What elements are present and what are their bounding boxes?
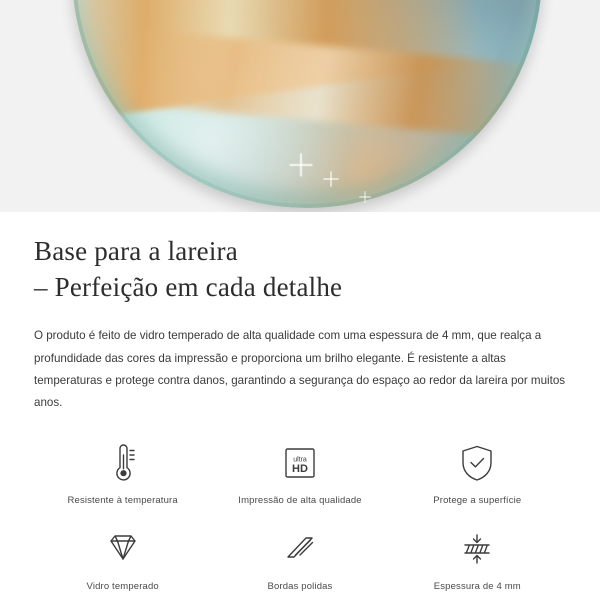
feature-item-surface-protection: [389, 436, 566, 507]
svg-text:HD: HD: [292, 463, 308, 476]
feature-label: Impressão de alta qualidade: [238, 495, 362, 507]
thickness-arrows-icon: [454, 526, 500, 572]
feature-item-print-quality: [211, 436, 388, 507]
shield-check-icon: [454, 440, 500, 486]
page-title: [34, 234, 566, 305]
diamond-icon: [100, 526, 146, 572]
glass-disc-edge: [72, 0, 542, 208]
feature-label: Vidro temperado: [86, 580, 159, 592]
feature-label: Resistente à temperatura: [67, 495, 178, 507]
hero-image: [0, 0, 600, 212]
feature-item-temperature-resistant: [34, 436, 211, 507]
sparkle-icon: [323, 171, 339, 187]
feature-label: Protege a superfície: [433, 495, 522, 507]
content-area: [0, 212, 600, 593]
svg-text:ultra: ultra: [293, 456, 307, 464]
feature-item-tempered-glass: [34, 522, 211, 593]
feature-grid: [34, 436, 566, 593]
thermometer-icon: [100, 440, 146, 486]
sparkle-icon: [289, 153, 312, 176]
glass-disc-product-image: [72, 0, 542, 208]
feature-label: Bordas polidas: [267, 580, 333, 592]
feature-label: Espessura de 4 mm: [433, 580, 521, 592]
sparkle-icon: [359, 191, 371, 203]
headline-line-2: – Perfeição em cada detalhe: [34, 271, 343, 302]
polished-edges-icon: [277, 526, 323, 572]
feature-item-thickness: [389, 522, 566, 593]
feature-item-polished-edges: [211, 522, 388, 593]
product-description-text: O produto é feito de vidro temperado de alta qualidade com uma espessura de 4 mm, que realça a profundidade das cores da impressão e proporciona um brilho elegante. É resistente a altas temperaturas e protege contra danos, garantindo a segurança do espaço ao redor da lareira por muitos anos.: [34, 329, 566, 409]
headline-line-1: Base para a lareira: [34, 236, 238, 266]
ultra-hd-icon: [277, 440, 323, 486]
